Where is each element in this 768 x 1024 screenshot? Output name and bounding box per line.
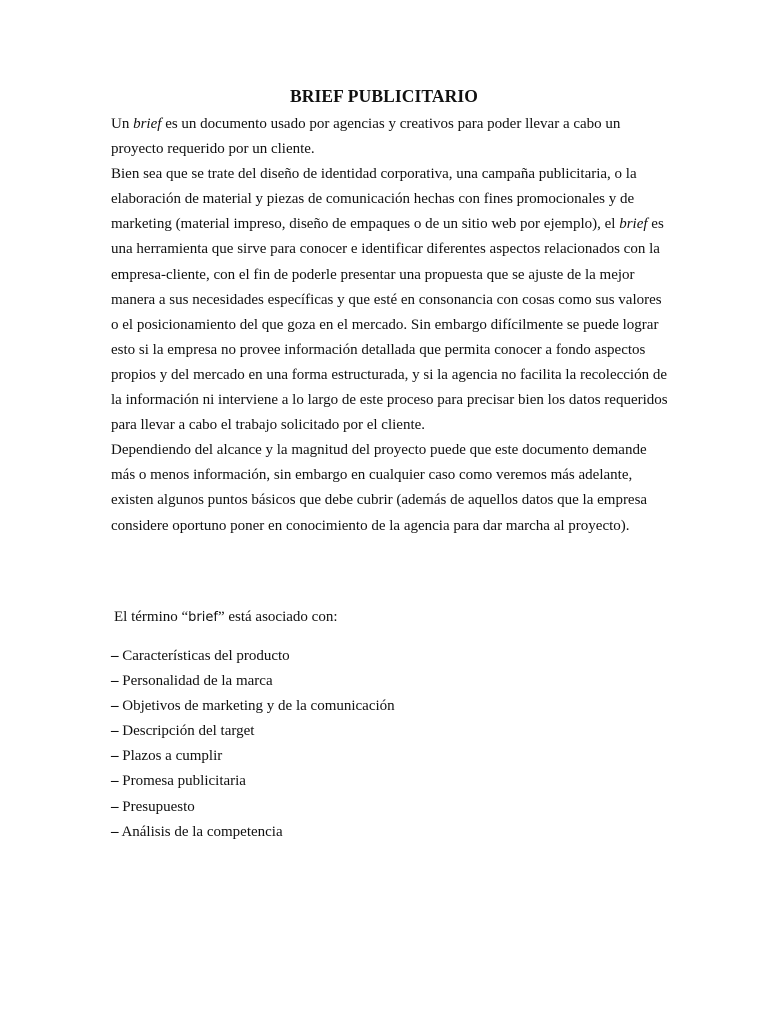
dash-bullet: –	[111, 723, 119, 740]
dash-bullet: –	[111, 648, 119, 664]
list-item	[111, 719, 395, 744]
list-item-text: Análisis de la competencia	[121, 823, 283, 840]
list-item	[111, 644, 395, 669]
dash-bullet: –	[111, 773, 119, 790]
document-title: BRIEF PUBLICITARIO	[289, 86, 478, 106]
list-item	[111, 795, 395, 820]
dash-bullet: –	[111, 673, 119, 690]
term-line-end: ” está asociado con:	[217, 609, 338, 625]
term-association-line	[114, 605, 337, 630]
brief-emphasis: brief	[619, 216, 648, 233]
aspects-list	[111, 644, 395, 845]
document-body	[111, 112, 671, 539]
list-item-text: Objetivos de marketing y de la comunicación	[122, 698, 395, 715]
list-item	[111, 694, 395, 719]
list-item	[111, 820, 395, 845]
paragraph-1-start: Un	[111, 116, 134, 132]
brief-emphasis: brief	[133, 116, 162, 132]
brief-term: brief	[188, 610, 218, 625]
paragraph-3: Dependiendo del alcance y la magnitud del proyecto puede que este documento demande más o menos información, sin embargo en cualquier caso como veremos más adelante, existen algunos puntos básicos que debe cubrir (además de aquellos datos que la empresa considere oportuno poner en conocimiento de la agencia para dar marcha al proyecto).	[111, 442, 648, 534]
list-item-text: Plazos a cumplir	[122, 748, 223, 765]
dash-bullet: –	[111, 823, 119, 840]
list-item-text: Descripción del target	[122, 723, 255, 740]
dash-bullet: –	[111, 798, 119, 815]
list-item	[111, 769, 395, 794]
term-line-start: El término “	[114, 609, 189, 625]
paragraph-2	[111, 162, 671, 438]
dash-bullet: –	[111, 698, 119, 715]
list-item-text: Características del producto	[122, 648, 290, 664]
paragraph-2-end: es una herramienta que sirve para conocer e identificar diferentes aspectos relacionados con la empresa-cliente, con el fin de poderle presentar una propuesta que se ajuste de la mejor manera a sus necesidades específicas y que esté en consonancia con cosas como sus valores o el posicionamiento del que goza en el mercado. Sin embargo difícilmente se puede lograr esto si la empresa no provee información detallada que permita conocer a fondo aspectos propios y del mercado en una forma estructurada, y si la agencia no facilita la recolección de la información ni interviene a lo largo de este proceso para precisar bien los datos requeridos para llevar a cabo el trabajo solicitado por el cliente.	[111, 216, 668, 434]
paragraph-2-start: Bien sea que se trate del diseño de identidad corporativa, una campaña publicitaria, o la elaboración de material y piezas de comunicación hechas con fines promocionales y de marketing (material impreso, diseño de empaques o de un sitio web por ejemplo), el	[111, 166, 637, 233]
list-item-text: Promesa publicitaria	[122, 773, 246, 790]
list-item-text: Presupuesto	[122, 798, 195, 815]
list-item	[111, 669, 395, 694]
paragraph-1	[111, 112, 671, 162]
list-item-text: Personalidad de la marca	[122, 673, 273, 690]
list-item	[111, 744, 395, 769]
dash-bullet: –	[111, 748, 119, 765]
paragraph-1-end: es un documento usado por agencias y creativos para poder llevar a cabo un proyecto requerido por un cliente.	[111, 116, 621, 158]
